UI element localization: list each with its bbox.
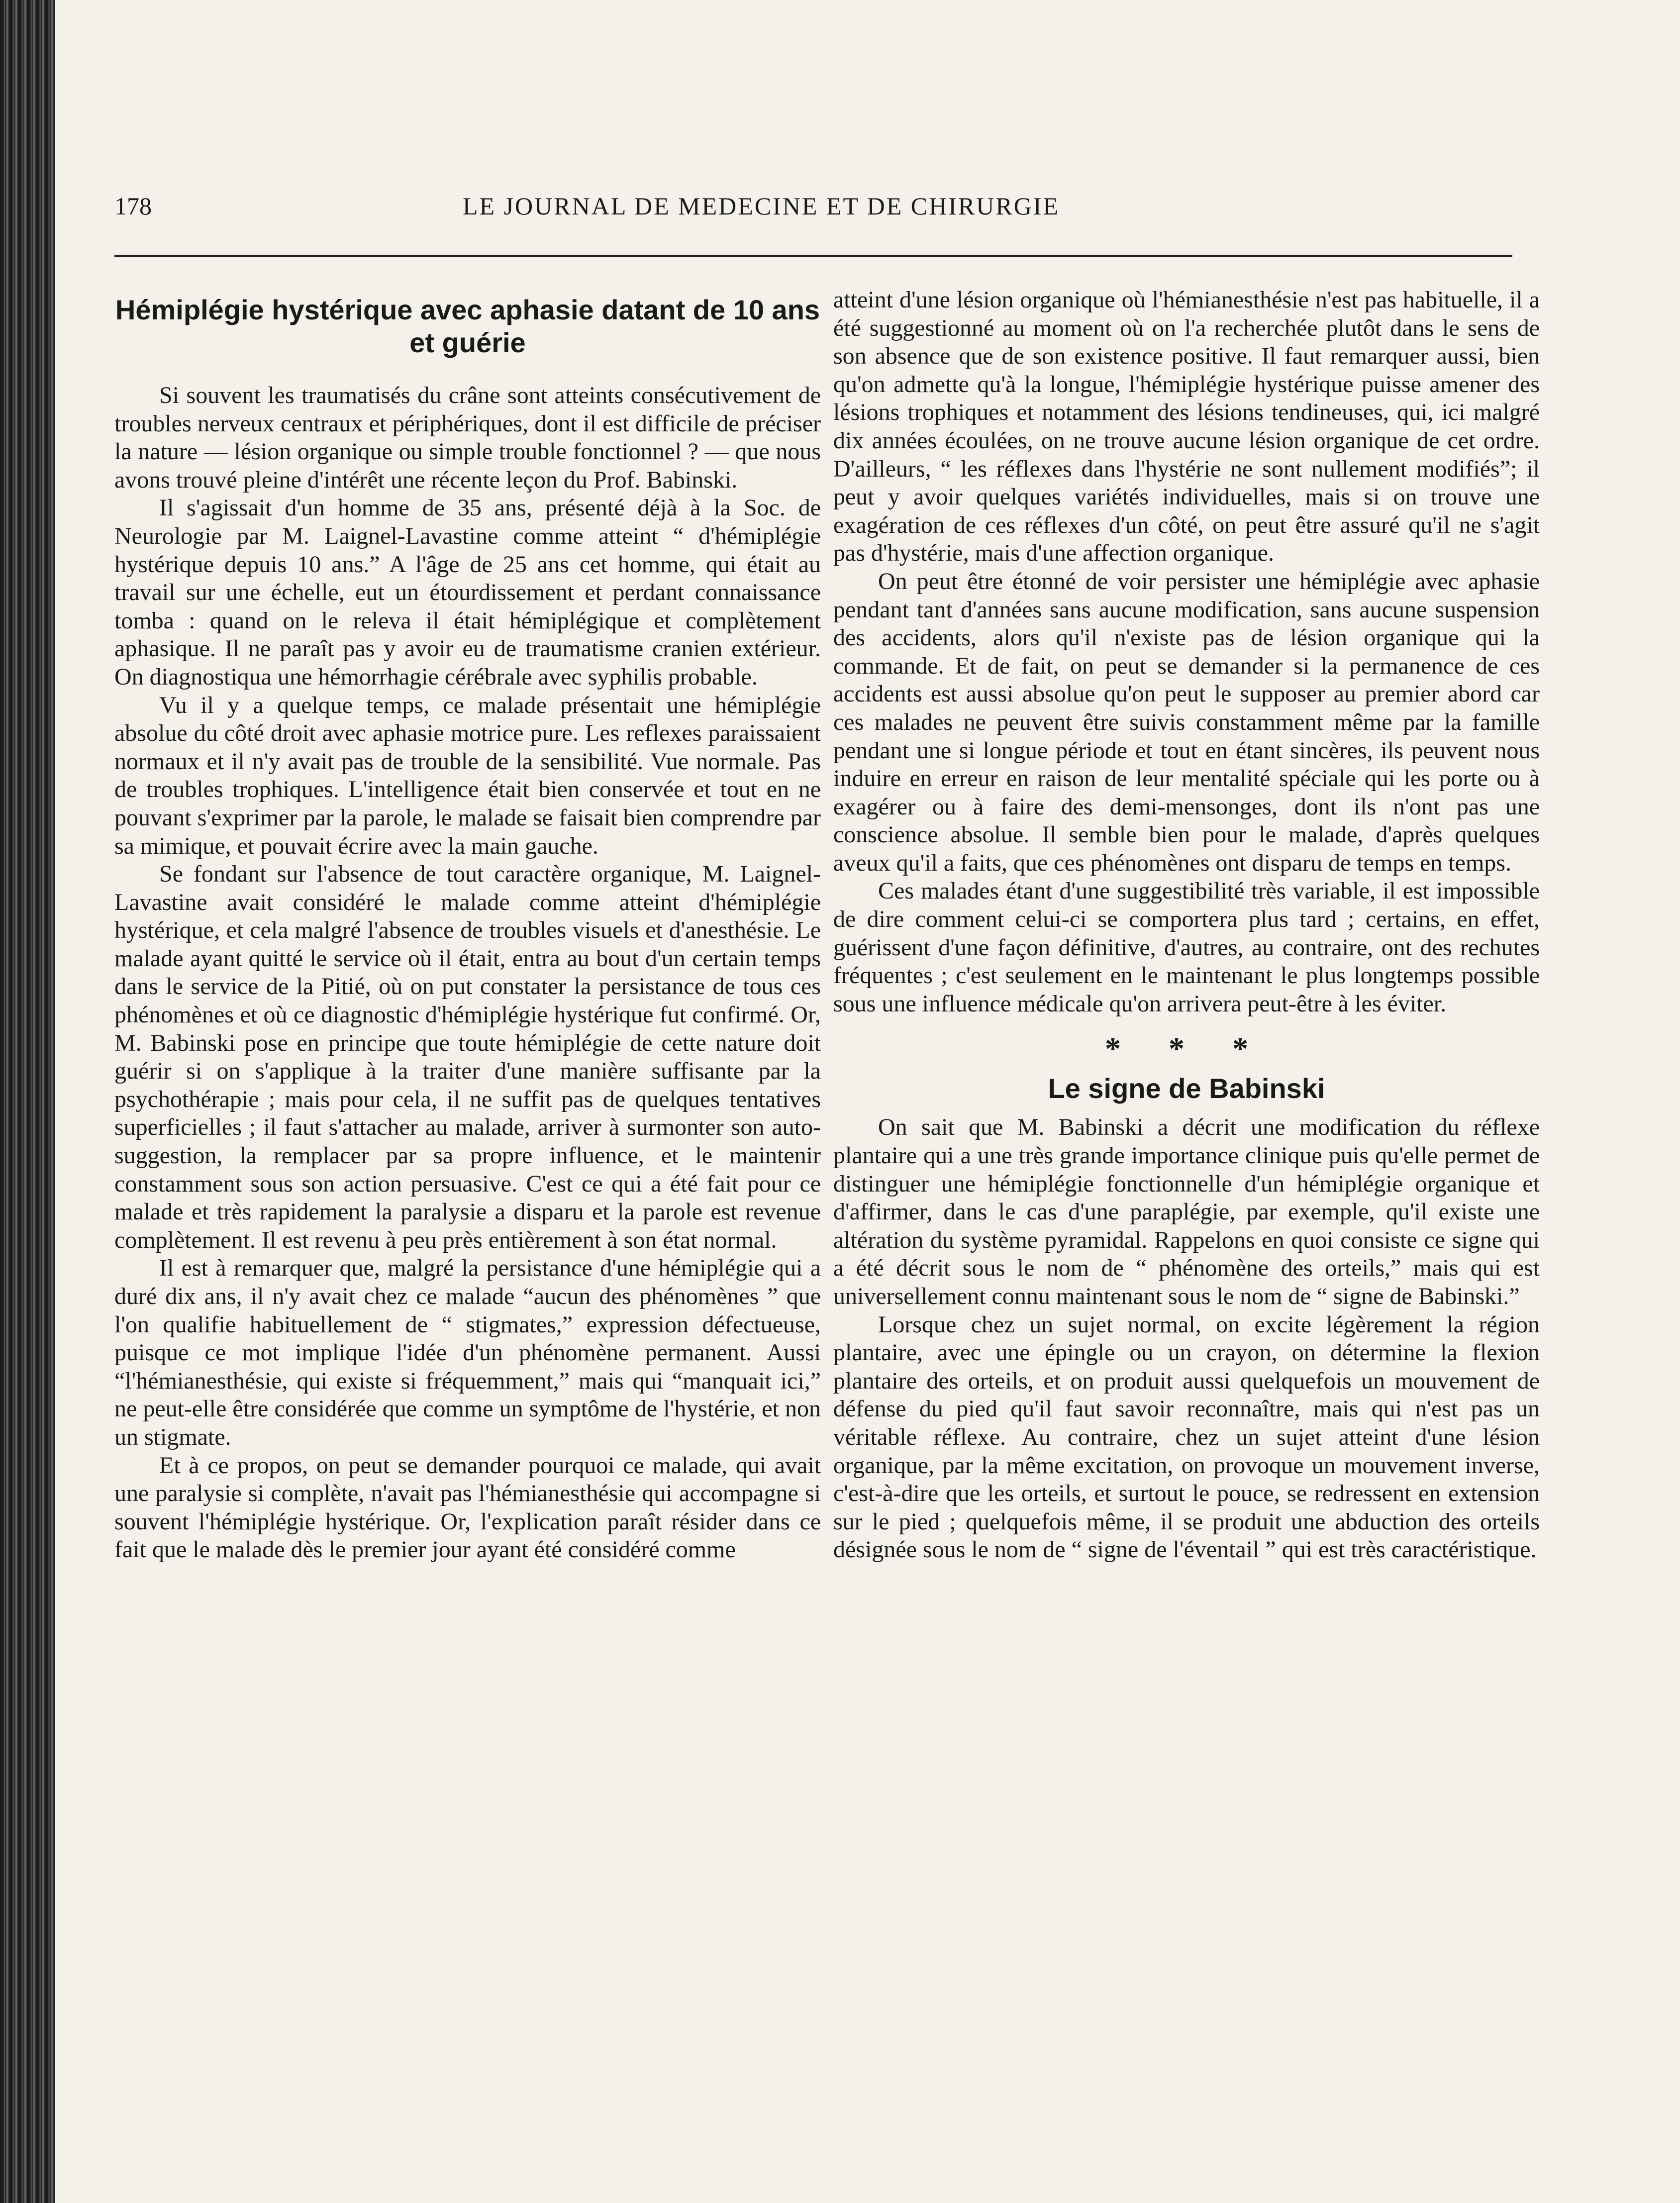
page-header xyxy=(114,192,1527,236)
section-separator: * * * xyxy=(1105,1031,1268,1067)
paragraph: Et à ce propos, on peut se demander pourquoi ce malade, qui avait une paralysie si complète, n'avait pas l'hémianesthésie qui accompagne si souvent l'hémiplégie hystérique. Or, l'explication paraît résider dans ce fait que le malade dès le premier jour ayant été considéré comme xyxy=(114,1452,821,1563)
article-title-babinski: Le signe de Babinski xyxy=(1048,1073,1325,1104)
paragraph-continued: atteint d'une lésion organique où l'hémianesthésie n'est pas habituelle, il a été suggestionné au moment où on l'a recherchée plutôt dans le sens de son absence que de son existence positive. Il faut remarquer aussi, bien qu'on admette qu'à la longue, l'hémiplégie hystérique puisse amener des lésions trophiques et notamment des lésions tendineuses, qui, ici malgré dix années écoulées, on ne trouve aucune lésion organique de cet ordre. D'ailleurs, “ les réflexes dans l'hystérie ne sont nullement modifiés”; il peut y avoir quelques variétés individuelles, mais si on trouve une exagération de ces réflexes d'un côté, on peut être assuré qu'il ne s'agit pas d'hystérie, mais d'une affection organique. xyxy=(833,287,1540,567)
paragraph: Il est à remarquer que, malgré la persistance d'une hémiplégie qui a duré dix ans, il n'y avait chez ce malade “aucun des phénomènes ” que l'on qualifie habituellement de “ stigmates,” expression défectueuse, puisque ce mot implique l'idée d'un phénomène permanent. Aussi “l'hémianesthésie, qui existe si fréquemment,” mais qui “manquait ici,” ne peut-elle être considérée que comme un symptôme de l'hystérie, et non un stigmate. xyxy=(114,1255,821,1450)
right-column xyxy=(833,286,1540,1564)
header-rule xyxy=(114,255,1512,257)
paragraph: On sait que M. Babinski a décrit une modification du réflexe plantaire qui a une très grande importance clinique puis qu'elle permet de distinguer une hémiplégie fonctionnelle d'un hémiplégie organique et d'affirmer, dans le cas d'une paraplégie, par exemple, qu'il existe une altération du système pyramidal. Rappelons en quoi consiste ce signe qui a été décrit sous le nom de “ phénomène des orteils,” mais qui est universellement connu maintenant sous le nom de “ signe de Babinski.” xyxy=(833,1114,1540,1309)
running-title: LE JOURNAL DE MEDECINE ET DE CHIRURGIE xyxy=(463,192,1060,220)
book-binding-edge xyxy=(0,0,55,2203)
left-column xyxy=(114,286,821,1564)
paragraph: On peut être étonné de voir persister une hémiplégie avec aphasie pendant tant d'années sans aucune modification, sans aucune suspension des accidents, alors qu'il n'existe pas de lésion organique qui la commande. Et de fait, on peut se demander si la permanence de ces accidents est aussi absolue qu'on peut le supposer au premier abord car ces malades ne peuvent être suivis constamment même par la famille pendant une si longue période et tout en étant sincères, ils peuvent nous induire en erreur en raison de leur mentalité spéciale qui les porte ou à exagérer ou à faire des demi-mensonges, dont ils n'ont pas une conscience absolue. Il semble bien pour le malade, d'après quelques aveux qu'il a faits, que ces phénomènes ont disparu de temps en temps. xyxy=(833,568,1540,876)
paragraph: Se fondant sur l'absence de tout caractère organique, M. Laignel-Lavastine avait considéré le malade comme atteint d'hémiplégie hystérique, et cela malgré l'absence de troubles visuels et d'anesthésie. Le malade ayant quitté le service où il était, entra au bout d'un certain temps dans le service de la Pitié, où on put constater la persistance de tous ces phénomènes et où ce diagnostic d'hémiplégie hystérique fut confirmé. Or, M. Babinski pose en principe que toute hémiplégie de cette nature doit guérir si on s'applique à la traiter d'une manière suffisante par la psychothérapie ; mais pour cela, il ne suffit pas de quelques tentatives superficielles ; il faut s'attacher au malade, arriver à surmonter son auto-suggestion, la remplacer par sa propre influence, et le maintenir constamment sous son action persuasive. C'est ce qui a été fait pour ce malade et très rapidement la paralysie a disparu et la parole est revenue complètement. Il est revenu à peu près entièrement à son état normal. xyxy=(114,861,821,1253)
page-number: 178 xyxy=(114,192,152,220)
paragraph: Il s'agissait d'un homme de 35 ans, présenté déjà à la Soc. de Neurologie par M. Laignel-Lavastine comme atteint “ d'hémiplégie hystérique depuis 10 ans.” A l'âge de 25 ans cet homme, qui était au travail sur une échelle, eut un étourdissement et perdant connaissance tomba : quand on le releva il était hémiplégique et complètement aphasique. Il ne paraît pas y avoir eu de traumatisme cranien extérieur. On diagnostiqua une hémorrhagie cérébrale avec syphilis probable. xyxy=(114,495,821,690)
paragraph: Si souvent les traumatisés du crâne sont atteints consécutivement de troubles nerveux centraux et périphériques, dont il est difficile de préciser la nature — lésion organique ou simple trouble fonctionnel ? — que nous avons trouvé pleine d'intérêt une récente leçon du Prof. Babinski. xyxy=(114,382,821,493)
paragraph: Vu il y a quelque temps, ce malade présentait une hémiplégie absolue du côté droit avec aphasie motrice pure. Les reflexes paraissaient normaux et il n'y avait pas de trouble de la sensibilité. Vue normale. Pas de troubles trophiques. L'intelligence était bien conservée et tout en ne pouvant s'exprimer par la parole, le malade se faisait bien comprendre par sa mimique, et pouvait écrire avec la main gauche. xyxy=(114,692,821,859)
paragraph: Lorsque chez un sujet normal, on excite légèrement la région plantaire, avec une épingle ou un crayon, on détermine la flexion plantaire des orteils, et on produit aussi quelquefois un mouvement de défense du pied qu'il faut savoir reconnaître, mais qui n'est pas un véritable réflexe. Au contraire, chez un sujet atteint d'une lésion organique, par la même excitation, on provoque un mouvement inverse, c'est-à-dire que les orteils, et surtout le pouce, se redressent en extension sur le pied ; quelquefois même, il se produit une abduction des orteils désignée sous le nom de “ signe de l'éventail ” qui est très caractéristique. xyxy=(833,1311,1540,1563)
paragraph: Ces malades étant d'une suggestibilité très variable, il est impossible de dire comment celui-ci se comportera plus tard ; certains, en effet, guérissent d'une façon définitive, d'autres, au contraire, ont des rechutes fréquentes ; c'est seulement en le maintenant le plus longtemps possible sous une influence médicale qu'on arrivera peut-être à les éviter. xyxy=(833,878,1540,1017)
article-title-hemiplegie: Hémiplégie hystérique avec aphasie datant de 10 ans et guérie xyxy=(115,294,820,358)
